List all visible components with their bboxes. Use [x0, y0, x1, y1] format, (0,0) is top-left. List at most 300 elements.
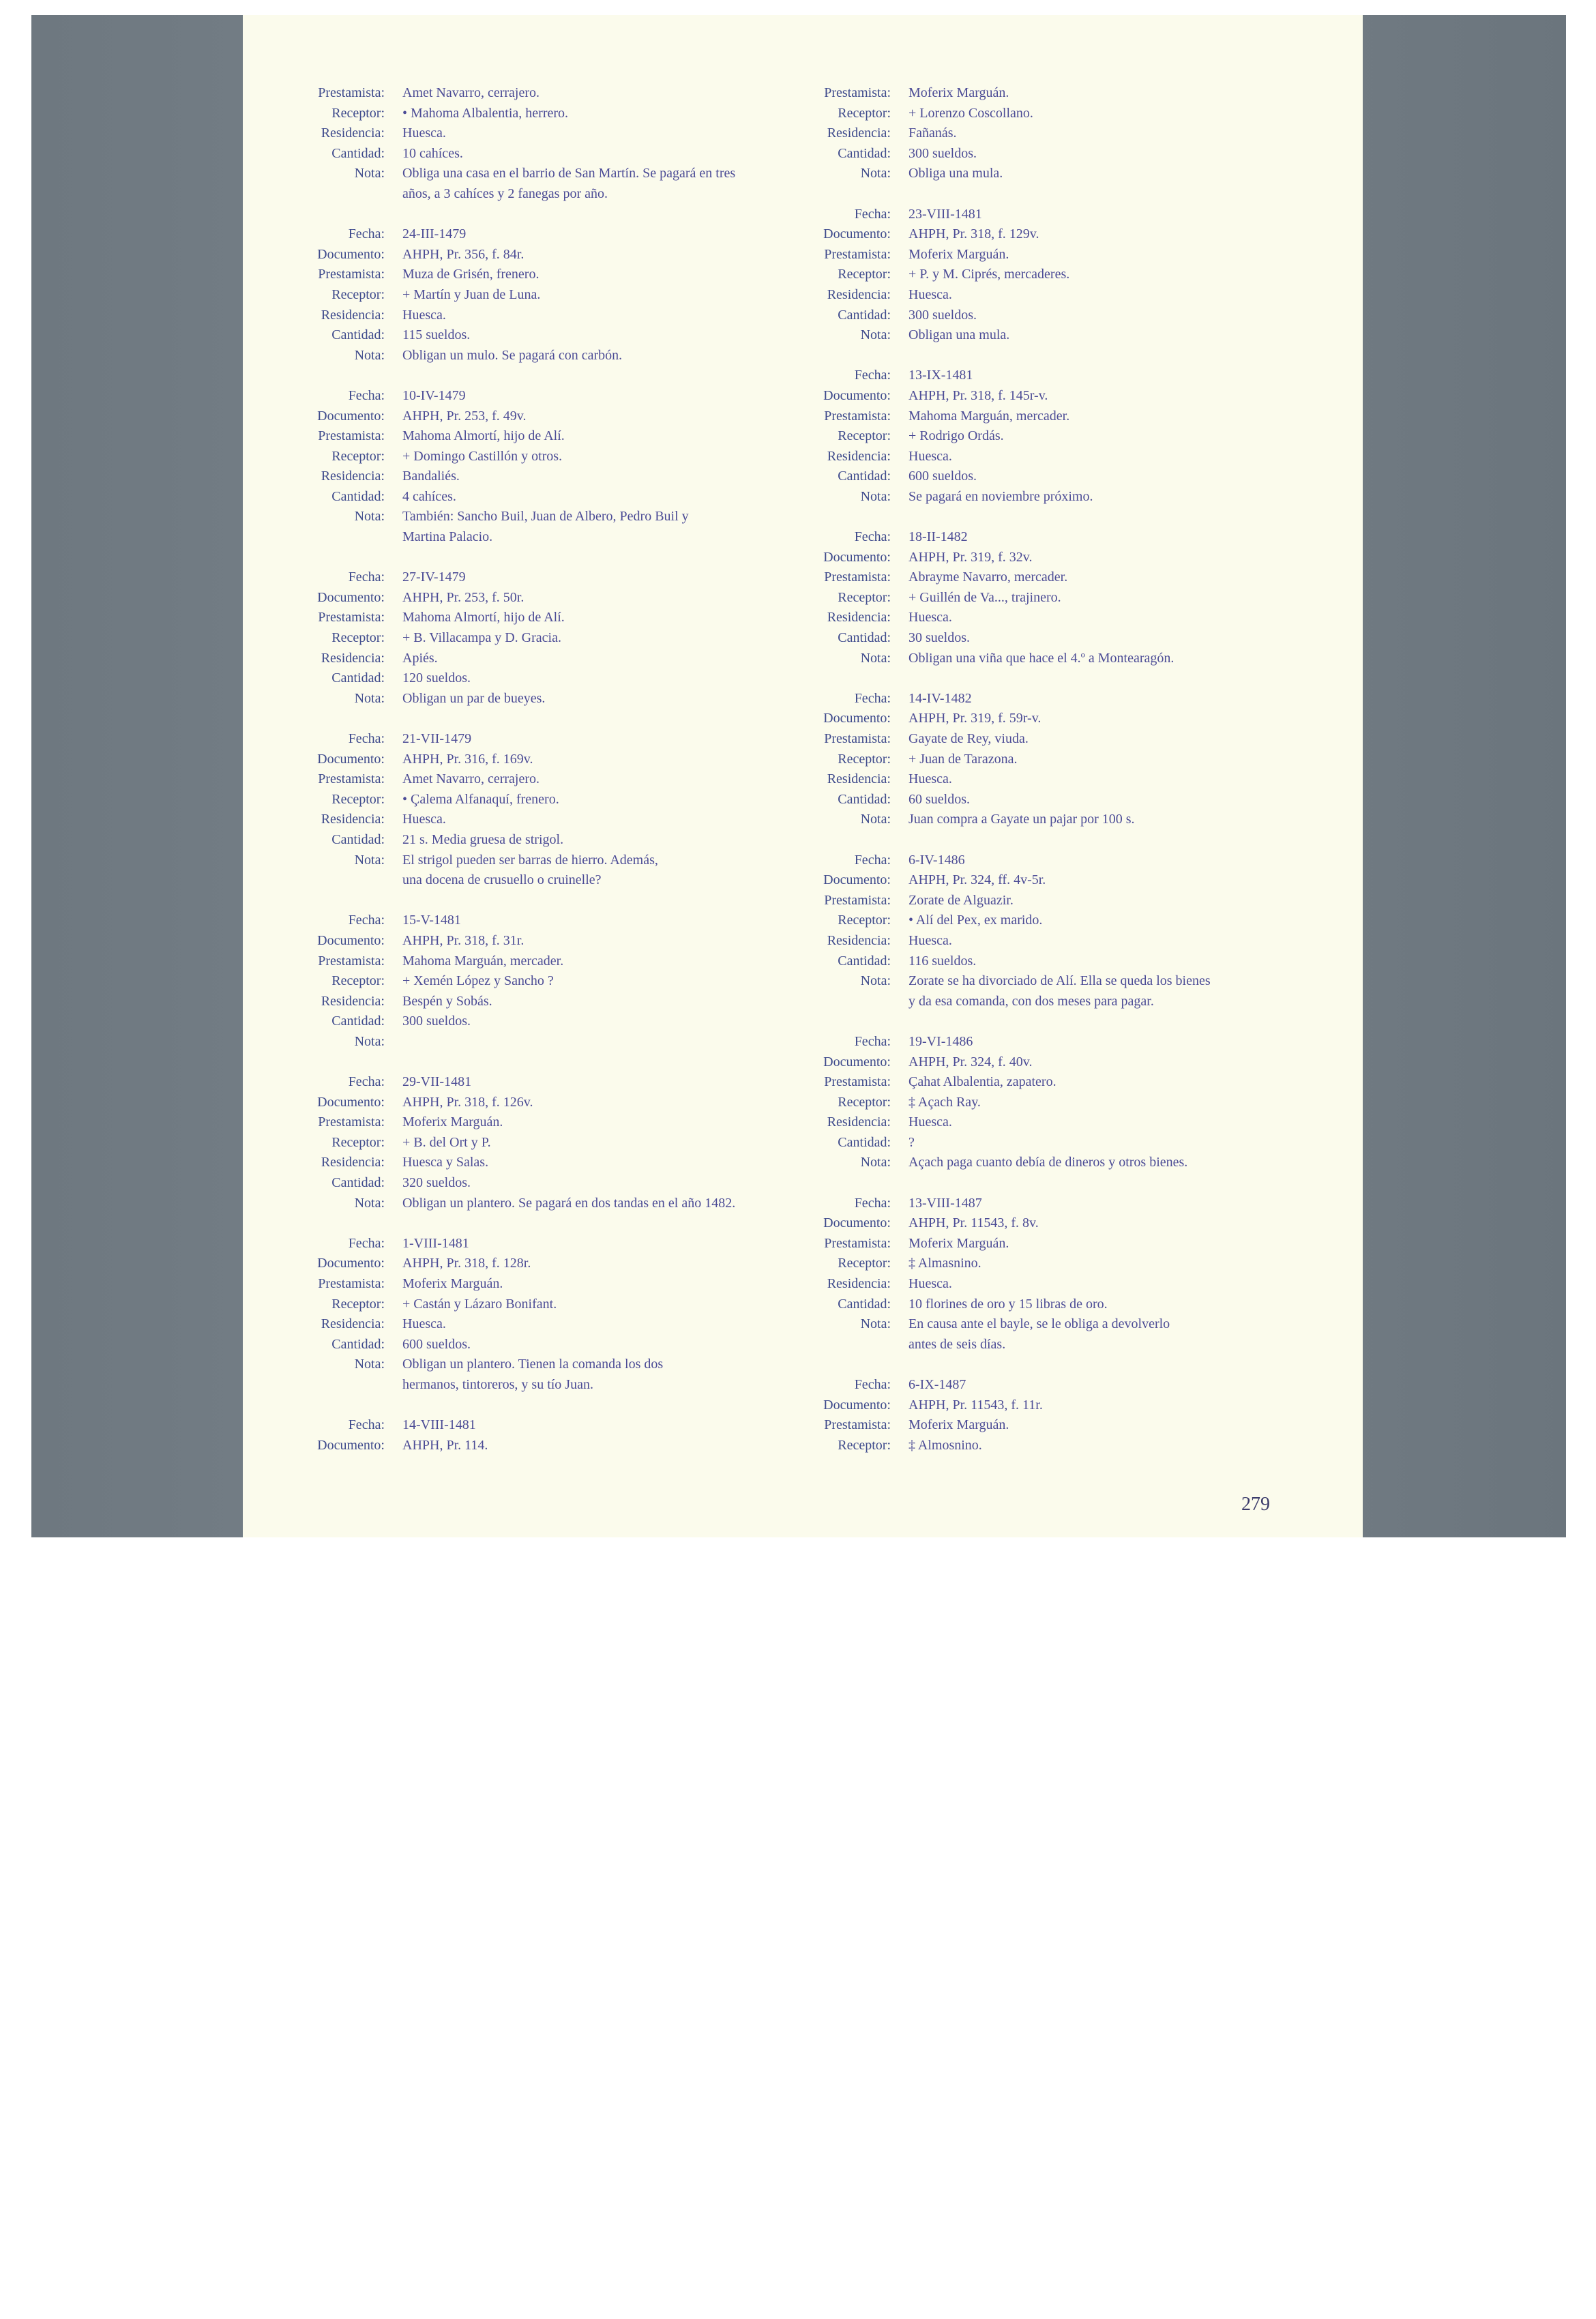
record-row — [749, 83, 1295, 104]
field-label: Fecha: — [348, 570, 385, 585]
field-label: Residencia: — [827, 125, 891, 141]
record-entry — [749, 851, 1295, 1012]
record-row — [749, 285, 1295, 306]
field-label: Fecha: — [854, 1377, 891, 1392]
record-row — [243, 245, 788, 265]
field-label: Documento: — [823, 1397, 891, 1413]
field-value: Moferix Marguán. — [908, 1417, 1009, 1433]
field-label: Cantidad: — [331, 488, 385, 504]
record-row — [243, 588, 788, 608]
record-row — [243, 750, 788, 770]
field-value: Huesca. — [402, 812, 446, 827]
field-label: Prestamista: — [318, 85, 385, 100]
record-row — [243, 447, 788, 467]
record-row — [749, 790, 1295, 810]
field-label: Documento: — [823, 387, 891, 403]
field-label: Residencia: — [321, 1316, 385, 1332]
field-label: Nota: — [354, 509, 385, 525]
field-value: + B. Villacampa y D. Gracia. — [402, 630, 561, 646]
field-value: una docena de crusuello o cruinelle? — [402, 872, 602, 888]
field-value: Huesca. — [908, 932, 952, 948]
field-label: Prestamista: — [318, 771, 385, 787]
field-value: 300 sueldos. — [908, 307, 977, 323]
record-row — [243, 83, 788, 104]
field-label: Fecha: — [854, 1195, 891, 1211]
record-entry — [243, 386, 788, 548]
record-row — [243, 1234, 788, 1254]
record-row — [749, 447, 1295, 467]
field-label: Nota: — [860, 327, 891, 343]
record-row — [243, 1436, 788, 1456]
record-row — [749, 1093, 1295, 1113]
field-label: Residencia: — [827, 1276, 891, 1292]
field-label: Documento: — [823, 872, 891, 888]
field-label: Receptor: — [331, 791, 385, 807]
field-label: Documento: — [317, 589, 385, 605]
record-row — [243, 184, 788, 205]
field-label: Fecha: — [348, 1235, 385, 1251]
field-value: Huesca. — [908, 771, 952, 787]
field-value: Obliga una mula. — [908, 166, 1003, 181]
record-row — [243, 467, 788, 487]
field-value: Huesca. — [908, 1114, 952, 1130]
record-row — [243, 567, 788, 588]
record-row — [749, 1112, 1295, 1133]
field-label: Nota: — [354, 1195, 385, 1211]
field-label: Receptor: — [331, 105, 385, 121]
field-value: Huesca. — [402, 307, 446, 323]
field-label: Prestamista: — [824, 85, 891, 100]
field-value: antes de seis días. — [908, 1336, 1006, 1352]
field-value: Açach paga cuanto debía de dineros y otros bienes. — [908, 1155, 1188, 1170]
field-label: Fecha: — [348, 1417, 385, 1433]
record-row — [749, 628, 1295, 649]
field-label: Documento: — [317, 408, 385, 424]
record-row — [749, 1213, 1295, 1234]
field-value: Obligan una viña que hace el 4.º a Montearagón. — [908, 650, 1174, 666]
field-value: AHPH, Pr. 319, f. 59r-v. — [908, 711, 1041, 726]
field-value: Mahoma Almortí, hijo de Alí. — [402, 610, 565, 625]
page-number: 279 — [1241, 1494, 1270, 1515]
record-row — [749, 911, 1295, 931]
record-row — [243, 346, 788, 366]
record-row — [749, 971, 1295, 992]
record-row — [243, 407, 788, 427]
record-row — [749, 407, 1295, 427]
field-value: Mahoma Marguán, mercader. — [402, 953, 564, 969]
field-label: Prestamista: — [318, 1276, 385, 1292]
field-value: hermanos, tintoreros, y su tío Juan. — [402, 1377, 593, 1392]
record-row — [749, 548, 1295, 568]
field-value: Huesca. — [402, 125, 446, 141]
field-value: En causa ante el bayle, se le obliga a devolverlo — [908, 1316, 1170, 1332]
field-value: El strigol pueden ser barras de hierro. Además, — [402, 852, 658, 868]
record-row — [243, 426, 788, 447]
field-value: 10-IV-1479 — [402, 387, 466, 403]
field-value: 19-VI-1486 — [908, 1033, 973, 1049]
record-entry — [243, 729, 788, 891]
record-row — [749, 1234, 1295, 1254]
field-label: Prestamista: — [824, 570, 891, 585]
field-value: AHPH, Pr. 356, f. 84r. — [402, 246, 524, 262]
field-value: AHPH, Pr. 318, f. 129v. — [908, 226, 1039, 242]
record-entry — [749, 527, 1295, 668]
field-value: 300 sueldos. — [908, 145, 977, 161]
field-value: 21-VII-1479 — [402, 731, 472, 746]
field-label: Prestamista: — [824, 1235, 891, 1251]
field-label: Residencia: — [321, 993, 385, 1009]
field-label: Prestamista: — [824, 246, 891, 262]
field-value: 1-VIII-1481 — [402, 1235, 469, 1251]
field-label: Prestamista: — [318, 953, 385, 969]
field-value: ‡ Açach Ray. — [908, 1094, 981, 1110]
field-label: Nota: — [860, 1155, 891, 1170]
record-row — [749, 709, 1295, 729]
field-label: Fecha: — [348, 913, 385, 928]
field-label: Nota: — [860, 973, 891, 989]
field-value: ‡ Almosnino. — [908, 1437, 982, 1453]
record-row — [749, 1295, 1295, 1315]
field-value: ‡ Almasnino. — [908, 1256, 981, 1271]
field-value: + Martín y Juan de Luna. — [402, 286, 541, 302]
field-value: Huesca. — [402, 1316, 446, 1332]
field-label: Fecha: — [854, 852, 891, 868]
field-label: Cantidad: — [838, 307, 891, 323]
field-label: Cantidad: — [331, 1014, 385, 1029]
record-row — [749, 306, 1295, 326]
record-row — [243, 951, 788, 972]
field-label: Receptor: — [838, 1256, 891, 1271]
field-value: AHPH, Pr. 11543, f. 8v. — [908, 1215, 1039, 1231]
field-label: Documento: — [317, 932, 385, 948]
field-label: Residencia: — [827, 610, 891, 625]
record-row — [243, 668, 788, 689]
record-row — [243, 1335, 788, 1355]
field-label: Cantidad: — [331, 670, 385, 686]
field-value: Amet Navarro, cerrajero. — [402, 771, 540, 787]
record-row — [749, 144, 1295, 164]
field-value: Huesca. — [908, 610, 952, 625]
record-row — [243, 729, 788, 750]
field-value: • Alí del Pex, ex marido. — [908, 913, 1043, 928]
field-label: Residencia: — [827, 771, 891, 787]
record-entry — [749, 366, 1295, 507]
field-value: Zorate se ha divorciado de Alí. Ella se queda los bienes — [908, 973, 1211, 989]
record-entry — [749, 205, 1295, 346]
record-row — [243, 1415, 788, 1436]
field-label: Nota: — [860, 1316, 891, 1332]
field-value: Amet Navarro, cerrajero. — [402, 85, 540, 100]
field-label: Cantidad: — [838, 469, 891, 484]
field-value: También: Sancho Buil, Juan de Albero, Pedro Buil y — [402, 509, 689, 525]
field-value: y da esa comanda, con dos meses para pagar. — [908, 993, 1154, 1009]
record-row — [749, 1072, 1295, 1093]
record-row — [243, 1274, 788, 1295]
field-value: 300 sueldos. — [402, 1014, 471, 1029]
field-label: Cantidad: — [331, 145, 385, 161]
field-label: Prestamista: — [318, 610, 385, 625]
field-value: Moferix Marguán. — [908, 1235, 1009, 1251]
field-label: Documento: — [823, 711, 891, 726]
record-row — [243, 1072, 788, 1093]
field-value: Abrayme Navarro, mercader. — [908, 570, 1068, 585]
field-value: 120 sueldos. — [402, 670, 471, 686]
field-label: Prestamista: — [318, 428, 385, 444]
record-row — [749, 1274, 1295, 1295]
field-value: Çahat Albalentia, zapatero. — [908, 1074, 1056, 1090]
record-row — [749, 1052, 1295, 1073]
record-row — [749, 265, 1295, 285]
field-label: Cantidad: — [838, 1134, 891, 1150]
record-row — [749, 366, 1295, 386]
record-row — [749, 689, 1295, 709]
record-row — [243, 1295, 788, 1315]
field-value: + Castán y Lázaro Bonifant. — [402, 1296, 557, 1312]
record-row — [749, 1436, 1295, 1456]
field-value: AHPH, Pr. 324, f. 40v. — [908, 1054, 1033, 1069]
record-entry — [243, 567, 788, 709]
record-row — [749, 487, 1295, 507]
field-label: Receptor: — [838, 428, 891, 444]
field-value: Huesca. — [908, 448, 952, 464]
record-row — [243, 851, 788, 871]
field-label: Cantidad: — [331, 1336, 385, 1352]
field-value: AHPH, Pr. 316, f. 169v. — [402, 751, 533, 767]
field-label: Fecha: — [854, 690, 891, 706]
field-label: Nota: — [860, 488, 891, 504]
record-row — [749, 1335, 1295, 1355]
field-label: Residencia: — [827, 448, 891, 464]
record-row — [243, 971, 788, 992]
field-value: 14-VIII-1481 — [402, 1417, 476, 1433]
record-row — [749, 769, 1295, 790]
field-value: Obligan un mulo. Se pagará con carbón. — [402, 347, 623, 363]
field-value: 10 cahíces. — [402, 145, 463, 161]
record-row — [749, 123, 1295, 144]
field-value: + Xemén López y Sancho ? — [402, 973, 554, 989]
field-value: 115 sueldos. — [402, 327, 471, 343]
field-value: Mahoma Marguán, mercader. — [908, 408, 1070, 424]
field-value: 18-II-1482 — [908, 529, 968, 545]
field-value: Obliga una casa en el barrio de San Martín. Se pagará en tres — [402, 166, 736, 181]
field-label: Receptor: — [331, 1134, 385, 1150]
field-label: Residencia: — [321, 125, 385, 141]
field-label: Residencia: — [321, 812, 385, 827]
field-label: Fecha: — [854, 1033, 891, 1049]
field-value: Moferix Marguán. — [908, 85, 1009, 100]
field-value: Huesca. — [908, 286, 952, 302]
field-label: Nota: — [354, 1357, 385, 1372]
field-value: + Domingo Castillón y otros. — [402, 448, 563, 464]
field-label: Cantidad: — [838, 1296, 891, 1312]
record-row — [749, 426, 1295, 447]
record-row — [749, 992, 1295, 1012]
record-entry — [749, 83, 1295, 184]
record-row — [749, 104, 1295, 124]
field-value: AHPH, Pr. 318, f. 126v. — [402, 1094, 533, 1110]
record-entry — [749, 1032, 1295, 1173]
record-row — [243, 769, 788, 790]
field-value: + B. del Ort y P. — [402, 1134, 491, 1150]
field-value: 23-VIII-1481 — [908, 206, 982, 222]
field-label: Receptor: — [331, 630, 385, 646]
field-label: Residencia: — [827, 286, 891, 302]
field-label: Receptor: — [838, 751, 891, 767]
record-row — [243, 1194, 788, 1214]
field-label: Prestamista: — [824, 731, 891, 746]
field-value: 14-IV-1482 — [908, 690, 972, 706]
record-row — [243, 810, 788, 830]
field-label: Receptor: — [838, 1437, 891, 1453]
record-row — [243, 386, 788, 407]
field-value: Huesca. — [908, 1276, 952, 1292]
record-row — [243, 608, 788, 628]
field-label: Prestamista: — [318, 1114, 385, 1130]
record-row — [243, 1032, 788, 1052]
field-value: Fañanás. — [908, 125, 957, 141]
record-row — [749, 951, 1295, 972]
field-label: Documento: — [823, 226, 891, 242]
record-entry — [243, 1072, 788, 1213]
record-row — [243, 1153, 788, 1173]
field-value: 600 sueldos. — [908, 469, 977, 484]
field-label: Fecha: — [348, 731, 385, 746]
record-row — [243, 104, 788, 124]
field-value: 10 florines de oro y 15 libras de oro. — [908, 1296, 1108, 1312]
field-value: AHPH, Pr. 324, ff. 4v-5r. — [908, 872, 1046, 888]
field-label: Nota: — [860, 650, 891, 666]
field-value: AHPH, Pr. 11543, f. 11r. — [908, 1397, 1043, 1413]
field-value: 4 cahíces. — [402, 488, 456, 504]
field-label: Residencia: — [321, 469, 385, 484]
field-value: 29-VII-1481 — [402, 1074, 472, 1090]
field-label: Fecha: — [854, 529, 891, 545]
field-value: Gayate de Rey, viuda. — [908, 731, 1029, 746]
field-value: Zorate de Alguazir. — [908, 892, 1014, 908]
field-value: AHPH, Pr. 318, f. 128r. — [402, 1256, 531, 1271]
field-value: • Mahoma Albalentia, herrero. — [402, 105, 569, 121]
record-row — [749, 891, 1295, 911]
field-value: Muza de Grisén, frenero. — [402, 267, 540, 282]
field-value: + P. y M. Ciprés, mercaderes. — [908, 267, 1070, 282]
record-entry — [243, 1234, 788, 1395]
field-value: Moferix Marguán. — [908, 246, 1009, 262]
field-value: Martina Palacio. — [402, 529, 493, 545]
field-label: Fecha: — [348, 226, 385, 242]
record-row — [749, 386, 1295, 407]
field-value: Bandaliés. — [402, 469, 460, 484]
field-label: Prestamista: — [824, 1074, 891, 1090]
field-value: años, a 3 cahíces y 2 fanegas por año. — [402, 186, 608, 201]
record-entry — [749, 689, 1295, 830]
field-value: Moferix Marguán. — [402, 1114, 503, 1130]
field-value: 15-V-1481 — [402, 913, 461, 928]
field-value: 30 sueldos. — [908, 630, 970, 646]
record-row — [243, 830, 788, 851]
record-row — [243, 285, 788, 306]
record-row — [243, 306, 788, 326]
field-value: 21 s. Media gruesa de strigol. — [402, 831, 564, 847]
field-label: Documento: — [823, 1215, 891, 1231]
record-row — [243, 123, 788, 144]
field-value: Huesca y Salas. — [402, 1155, 489, 1170]
record-row — [749, 527, 1295, 548]
record-row — [749, 1194, 1295, 1214]
record-row — [243, 1093, 788, 1113]
record-row — [749, 1375, 1295, 1395]
field-value: 600 sueldos. — [402, 1336, 471, 1352]
field-value: AHPH, Pr. 114. — [402, 1437, 488, 1453]
field-label: Receptor: — [838, 105, 891, 121]
record-entry — [243, 1415, 788, 1456]
record-row — [749, 810, 1295, 830]
record-row — [243, 224, 788, 245]
record-row — [243, 1011, 788, 1032]
field-label: Cantidad: — [838, 791, 891, 807]
record-row — [243, 689, 788, 709]
field-value: • Çalema Alfanaquí, frenero. — [402, 791, 559, 807]
record-row — [749, 1314, 1295, 1335]
field-value: 24-III-1479 — [402, 226, 467, 242]
record-row — [749, 729, 1295, 750]
field-label: Prestamista: — [824, 1417, 891, 1433]
field-label: Receptor: — [838, 913, 891, 928]
field-label: Documento: — [317, 1094, 385, 1110]
field-value: 60 sueldos. — [908, 791, 970, 807]
record-row — [243, 1133, 788, 1153]
record-row — [749, 1254, 1295, 1274]
record-row — [243, 931, 788, 951]
field-value: 13-VIII-1487 — [908, 1195, 982, 1211]
record-row — [243, 790, 788, 810]
field-value: Obligan un par de bueyes. — [402, 690, 546, 706]
record-row — [749, 1395, 1295, 1416]
record-entry — [749, 1375, 1295, 1456]
field-value: Mahoma Almortí, hijo de Alí. — [402, 428, 565, 444]
field-label: Residencia: — [321, 1155, 385, 1170]
field-value: AHPH, Pr. 318, f. 145r-v. — [908, 387, 1048, 403]
record-row — [243, 1314, 788, 1335]
field-value: 6-IV-1486 — [908, 852, 965, 868]
field-label: Receptor: — [838, 1094, 891, 1110]
record-row — [243, 507, 788, 527]
record-row — [243, 992, 788, 1012]
record-row — [243, 164, 788, 184]
record-row — [243, 265, 788, 285]
field-label: Nota: — [354, 690, 385, 706]
record-entry — [243, 911, 788, 1052]
field-label: Residencia: — [827, 932, 891, 948]
field-value: + Juan de Tarazona. — [908, 751, 1018, 767]
field-value: Obligan un plantero. Se pagará en dos tandas en el año 1482. — [402, 1195, 736, 1211]
field-value: + Guillén de Va..., trajinero. — [908, 589, 1061, 605]
record-row — [243, 487, 788, 507]
record-row — [243, 649, 788, 669]
field-value: + Lorenzo Coscollano. — [908, 105, 1033, 121]
field-label: Cantidad: — [331, 1175, 385, 1191]
field-label: Prestamista: — [824, 892, 891, 908]
field-value: Juan compra a Gayate un pajar por 100 s. — [908, 812, 1135, 827]
record-row — [243, 325, 788, 346]
record-row — [749, 567, 1295, 588]
field-value: Se pagará en noviembre próximo. — [908, 488, 1093, 504]
field-value: Bespén y Sobás. — [402, 993, 492, 1009]
field-label: Nota: — [354, 852, 385, 868]
field-label: Nota: — [860, 812, 891, 827]
field-label: Prestamista: — [824, 408, 891, 424]
record-row — [243, 527, 788, 548]
record-row — [243, 144, 788, 164]
